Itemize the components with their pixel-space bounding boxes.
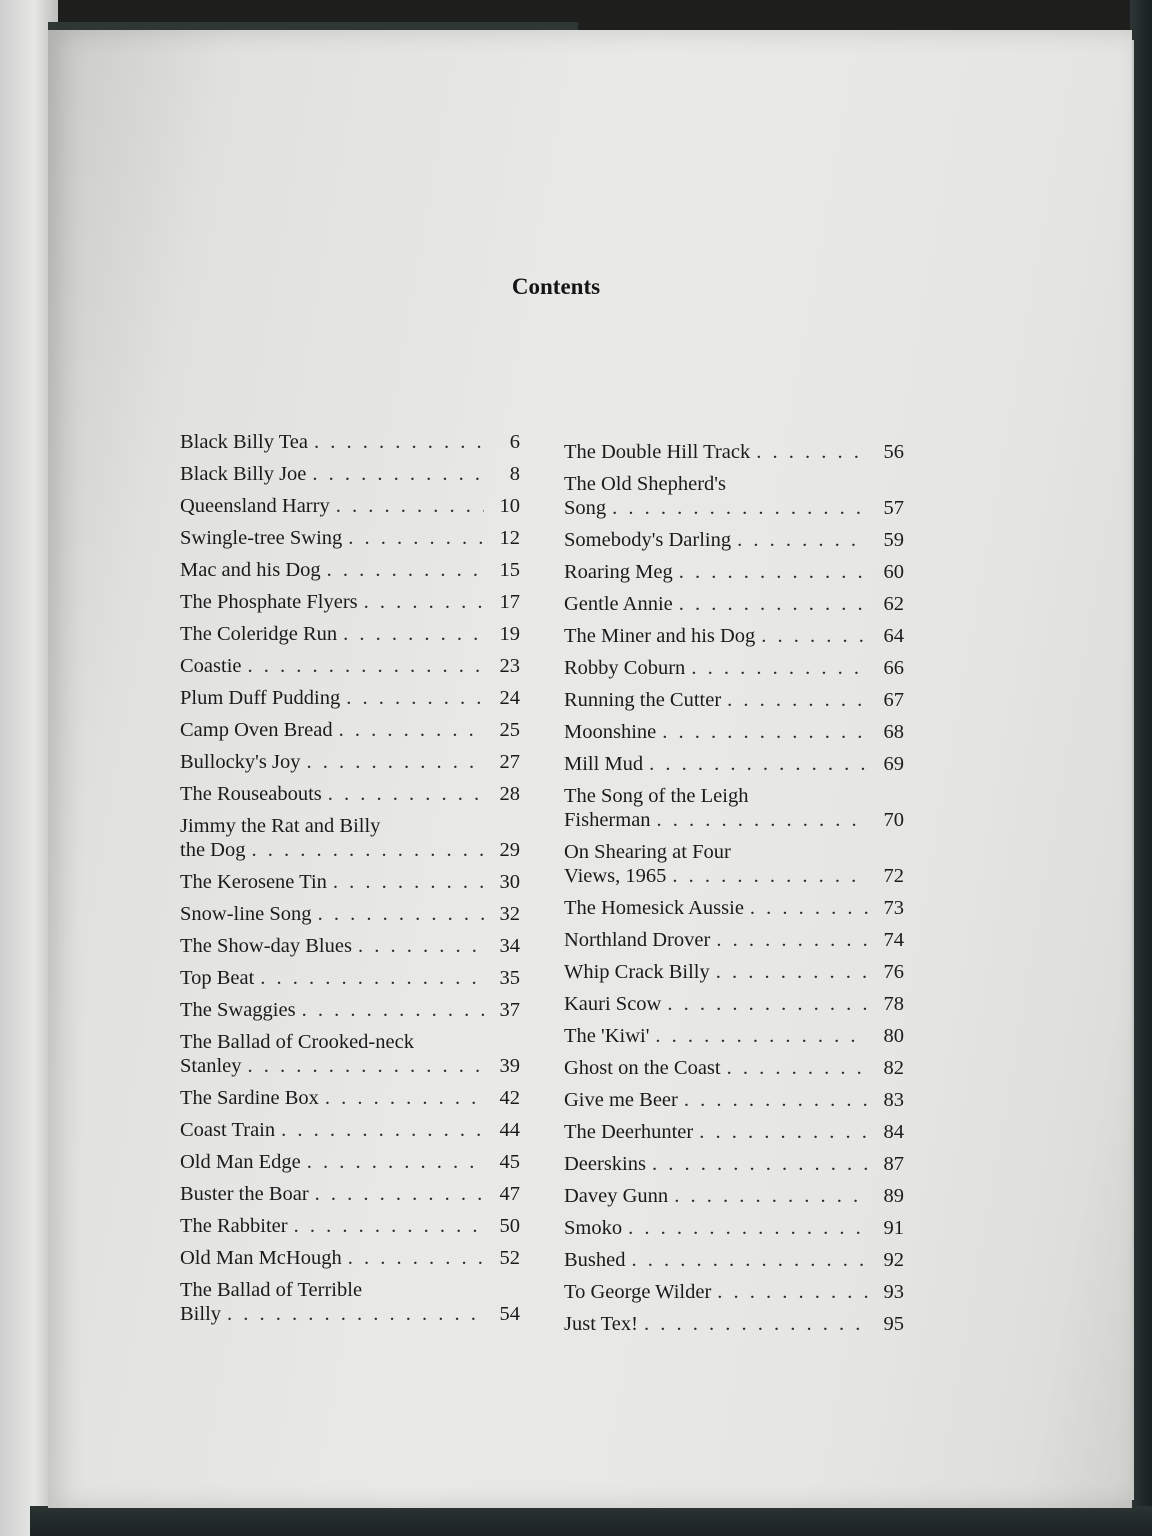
toc-entry-title: Ghost on the Coast xyxy=(564,1057,721,1079)
toc-entry-title: Camp Oven Bread xyxy=(180,719,333,741)
toc-entry-title: Billy xyxy=(180,1303,222,1325)
toc-entry xyxy=(564,752,904,776)
toc-entry xyxy=(564,1312,904,1336)
toc-entry-title: Somebody's Darling xyxy=(564,529,732,551)
dot-leader xyxy=(644,1312,868,1336)
toc-entry-title-first-line: Jimmy the Rat and Billy xyxy=(180,815,381,837)
toc-entry xyxy=(564,896,904,920)
toc-entry xyxy=(180,750,520,774)
dot-leader xyxy=(699,1120,868,1144)
dot-leader xyxy=(672,864,868,888)
toc-entry xyxy=(180,462,520,486)
toc-entry-page-number: 69 xyxy=(883,753,904,775)
dot-leader xyxy=(756,440,868,464)
toc-entry-title: the Dog xyxy=(180,839,246,861)
toc-entry-title: Deerskins xyxy=(564,1153,646,1175)
dot-leader xyxy=(657,808,868,832)
dot-leader xyxy=(315,1182,484,1206)
dot-leader xyxy=(364,590,484,614)
toc-entry-page-number: 52 xyxy=(499,1247,520,1269)
toc-entry-title: Kauri Scow xyxy=(564,993,662,1015)
toc-entry-page-number: 6 xyxy=(509,431,520,453)
toc-entry xyxy=(180,1030,520,1078)
dot-leader xyxy=(716,928,868,952)
dot-leader xyxy=(307,1150,484,1174)
toc-entry xyxy=(564,592,904,616)
toc-entry xyxy=(564,656,904,680)
toc-entry-page-number: 89 xyxy=(883,1185,904,1207)
toc-entry xyxy=(564,784,904,832)
toc-entry xyxy=(564,1280,904,1304)
toc-entry xyxy=(564,992,904,1016)
toc-entry-title: Buster the Boar xyxy=(180,1183,309,1205)
toc-entry xyxy=(564,528,904,552)
toc-entry-title: Moonshine xyxy=(564,721,657,743)
dot-leader xyxy=(260,966,484,990)
toc-entry-page-number: 93 xyxy=(883,1281,904,1303)
toc-entry-title: Swingle-tree Swing xyxy=(180,527,343,549)
toc-entry xyxy=(564,960,904,984)
toc-entry-title-first-line: On Shearing at Four xyxy=(564,841,731,863)
dot-leader xyxy=(684,1088,868,1112)
toc-entry xyxy=(180,814,520,862)
toc-entry-title-first-line: The Ballad of Crooked-neck xyxy=(180,1031,414,1053)
toc-entry-title: Plum Duff Pudding xyxy=(180,687,341,709)
toc-entry-title: Queensland Harry xyxy=(180,495,330,517)
dot-leader xyxy=(314,430,484,454)
toc-entry xyxy=(180,1150,520,1174)
toc-entry xyxy=(180,870,520,894)
dot-leader xyxy=(306,750,484,774)
toc-entry-title: Gentle Annie xyxy=(564,593,673,615)
toc-entry-page-number: 54 xyxy=(499,1303,520,1325)
dot-leader xyxy=(655,1024,868,1048)
toc-entry-page-number: 84 xyxy=(883,1121,904,1143)
toc-entry-title: Just Tex! xyxy=(564,1313,638,1335)
dot-leader xyxy=(325,1086,484,1110)
toc-entry-page-number: 50 xyxy=(499,1215,520,1237)
toc-entry xyxy=(180,782,520,806)
toc-entry xyxy=(564,624,904,648)
toc-entry xyxy=(180,1246,520,1270)
toc-entry-title: Black Billy Joe xyxy=(180,463,307,485)
toc-entry xyxy=(564,1216,904,1240)
toc-entry xyxy=(180,1214,520,1238)
toc-entry-title-first-line: The Ballad of Terrible xyxy=(180,1279,363,1301)
book-cover-bottom xyxy=(30,1506,1152,1536)
toc-entry xyxy=(180,526,520,550)
dot-leader xyxy=(674,1184,868,1208)
dot-leader xyxy=(717,1280,868,1304)
toc-entry-page-number: 25 xyxy=(499,719,520,741)
dot-leader xyxy=(281,1118,484,1142)
dot-leader xyxy=(302,998,484,1022)
toc-entry xyxy=(180,622,520,646)
toc-entry xyxy=(180,558,520,582)
dot-leader xyxy=(333,870,484,894)
dot-leader xyxy=(679,592,868,616)
toc-entry xyxy=(564,560,904,584)
toc-entry-title: Snow-line Song xyxy=(180,903,312,925)
toc-entry-title: The Show-day Blues xyxy=(180,935,352,957)
toc-entry xyxy=(564,720,904,744)
toc-entry-title: Mac and his Dog xyxy=(180,559,321,581)
toc-entry-title: The Kerosene Tin xyxy=(180,871,327,893)
toc-entry xyxy=(564,1056,904,1080)
toc-entry-page-number: 27 xyxy=(499,751,520,773)
dot-leader xyxy=(649,752,868,776)
toc-entry-page-number: 47 xyxy=(499,1183,520,1205)
contents-left-column xyxy=(180,430,520,1334)
toc-entry-page-number: 12 xyxy=(499,527,520,549)
toc-entry xyxy=(180,1182,520,1206)
toc-entry-title: Northland Drover xyxy=(564,929,711,951)
toc-entry-title: The Phosphate Flyers xyxy=(180,591,358,613)
toc-entry-title: Bullocky's Joy xyxy=(180,751,301,773)
toc-entry-page-number: 15 xyxy=(499,559,520,581)
toc-entry-title: Mill Mud xyxy=(564,753,644,775)
toc-entry-title: The Swaggies xyxy=(180,999,296,1021)
toc-entry-page-number: 72 xyxy=(883,865,904,887)
toc-entry-page-number: 60 xyxy=(883,561,904,583)
toc-entry-page-number: 56 xyxy=(883,441,904,463)
toc-entry-title: Davey Gunn xyxy=(564,1185,669,1207)
toc-entry-page-number: 82 xyxy=(883,1057,904,1079)
dot-leader xyxy=(328,782,484,806)
contents-right-column xyxy=(564,440,904,1344)
toc-entry-page-number: 78 xyxy=(883,993,904,1015)
toc-entry-title: Fisherman xyxy=(564,809,651,831)
toc-entry-page-number: 28 xyxy=(499,783,520,805)
toc-entry-page-number: 19 xyxy=(499,623,520,645)
toc-entry-title: The Coleridge Run xyxy=(180,623,338,645)
toc-entry-page-number: 70 xyxy=(883,809,904,831)
toc-entry-page-number: 23 xyxy=(499,655,520,677)
dot-leader xyxy=(652,1152,868,1176)
toc-entry xyxy=(180,686,520,710)
dot-leader xyxy=(348,1246,484,1270)
dot-leader xyxy=(679,560,868,584)
dot-leader xyxy=(248,654,485,678)
toc-entry-title: Black Billy Tea xyxy=(180,431,308,453)
toc-entry-page-number: 83 xyxy=(883,1089,904,1111)
toc-entry xyxy=(180,430,520,454)
dot-leader xyxy=(612,496,868,520)
toc-entry-title: Robby Coburn xyxy=(564,657,686,679)
dot-leader xyxy=(251,838,484,862)
toc-entry xyxy=(180,494,520,518)
toc-entry-page-number: 62 xyxy=(883,593,904,615)
toc-entry-page-number: 37 xyxy=(499,999,520,1021)
toc-entry xyxy=(180,902,520,926)
toc-entry-page-number: 42 xyxy=(499,1087,520,1109)
toc-entry xyxy=(564,1248,904,1272)
toc-entry-page-number: 17 xyxy=(499,591,520,613)
toc-entry xyxy=(564,840,904,888)
toc-entry-page-number: 87 xyxy=(883,1153,904,1175)
toc-entry xyxy=(564,1184,904,1208)
toc-entry xyxy=(180,998,520,1022)
toc-entry-title: Bushed xyxy=(564,1249,626,1271)
toc-entry-page-number: 68 xyxy=(883,721,904,743)
dot-leader xyxy=(227,1302,484,1326)
toc-entry-page-number: 80 xyxy=(883,1025,904,1047)
toc-entry xyxy=(564,1120,904,1144)
toc-entry-title-first-line: The Old Shepherd's xyxy=(564,473,726,495)
toc-entry xyxy=(180,1086,520,1110)
toc-entry xyxy=(180,934,520,958)
toc-entry-title: Coastie xyxy=(180,655,242,677)
toc-entry-page-number: 74 xyxy=(883,929,904,951)
toc-entry-page-number: 24 xyxy=(499,687,520,709)
dot-leader xyxy=(691,656,868,680)
dot-leader xyxy=(339,718,484,742)
toc-entry xyxy=(180,1278,520,1326)
dot-leader xyxy=(343,622,484,646)
toc-entry xyxy=(180,590,520,614)
toc-entry-title: The Homesick Aussie xyxy=(564,897,744,919)
toc-entry-title: Old Man Edge xyxy=(180,1151,301,1173)
toc-entry-title: Views, 1965 xyxy=(564,865,667,887)
toc-entry-title: Top Beat xyxy=(180,967,255,989)
toc-entry-page-number: 29 xyxy=(499,839,520,861)
toc-entry-title: The 'Kiwi' xyxy=(564,1025,650,1047)
dot-leader xyxy=(327,558,484,582)
toc-entry-title: The Deerhunter xyxy=(564,1121,694,1143)
dot-leader xyxy=(727,688,868,712)
toc-entry-title-first-line: The Song of the Leigh xyxy=(564,785,749,807)
toc-entry-page-number: 92 xyxy=(883,1249,904,1271)
toc-entry-page-number: 10 xyxy=(499,495,520,517)
toc-entry xyxy=(564,1024,904,1048)
dot-leader xyxy=(667,992,868,1016)
toc-entry-title: The Sardine Box xyxy=(180,1087,319,1109)
toc-entry-title: The Double Hill Track xyxy=(564,441,751,463)
dot-leader xyxy=(248,1054,485,1078)
toc-entry xyxy=(564,440,904,464)
toc-entry-page-number: 76 xyxy=(883,961,904,983)
toc-entry-title: Stanley xyxy=(180,1055,242,1077)
toc-entry-page-number: 39 xyxy=(499,1055,520,1077)
contents-heading: Contents xyxy=(511,274,601,299)
toc-entry xyxy=(564,928,904,952)
toc-entry-title: Give me Beer xyxy=(564,1089,678,1111)
dot-leader xyxy=(312,462,484,486)
toc-entry-page-number: 64 xyxy=(883,625,904,647)
toc-entry-page-number: 32 xyxy=(499,903,520,925)
toc-entry-title: Roaring Meg xyxy=(564,561,673,583)
toc-entry-title: The Rabbiter xyxy=(180,1215,288,1237)
toc-entry xyxy=(180,966,520,990)
dot-leader xyxy=(716,960,868,984)
toc-entry-page-number: 59 xyxy=(883,529,904,551)
dot-leader xyxy=(346,686,484,710)
dot-leader xyxy=(750,896,868,920)
dot-leader xyxy=(294,1214,484,1238)
toc-entry-title: Song xyxy=(564,497,607,519)
dot-leader xyxy=(628,1216,868,1240)
toc-entry xyxy=(564,688,904,712)
toc-entry-page-number: 34 xyxy=(499,935,520,957)
dot-leader xyxy=(662,720,868,744)
toc-entry xyxy=(180,1118,520,1142)
toc-entry-title: Coast Train xyxy=(180,1119,276,1141)
toc-entry-title: The Rouseabouts xyxy=(180,783,322,805)
dot-leader xyxy=(727,1056,868,1080)
toc-entry-page-number: 73 xyxy=(883,897,904,919)
dot-leader xyxy=(348,526,484,550)
toc-entry-page-number: 66 xyxy=(883,657,904,679)
toc-entry-title: Old Man McHough xyxy=(180,1247,342,1269)
toc-entry-page-number: 35 xyxy=(499,967,520,989)
toc-entry xyxy=(564,1088,904,1112)
toc-entry-title: To George Wilder xyxy=(564,1281,712,1303)
dot-leader xyxy=(761,624,868,648)
toc-entry-page-number: 30 xyxy=(499,871,520,893)
toc-entry xyxy=(180,654,520,678)
toc-entry-title: Whip Crack Billy xyxy=(564,961,710,983)
dot-leader xyxy=(358,934,484,958)
toc-entry-title: The Miner and his Dog xyxy=(564,625,756,647)
toc-entry-page-number: 91 xyxy=(883,1217,904,1239)
dot-leader xyxy=(318,902,484,926)
toc-entry-title: Running the Cutter xyxy=(564,689,722,711)
toc-entry xyxy=(564,472,904,520)
toc-entry-page-number: 8 xyxy=(509,463,520,485)
toc-entry-page-number: 95 xyxy=(883,1313,904,1335)
toc-entry-page-number: 45 xyxy=(499,1151,520,1173)
dot-leader xyxy=(632,1248,869,1272)
toc-entry-page-number: 67 xyxy=(883,689,904,711)
toc-entry-page-number: 44 xyxy=(499,1119,520,1141)
toc-entry xyxy=(180,718,520,742)
toc-entry xyxy=(564,1152,904,1176)
dot-leader xyxy=(336,494,484,518)
dot-leader xyxy=(737,528,868,552)
toc-entry-page-number: 57 xyxy=(883,497,904,519)
toc-entry-title: Smoko xyxy=(564,1217,623,1239)
